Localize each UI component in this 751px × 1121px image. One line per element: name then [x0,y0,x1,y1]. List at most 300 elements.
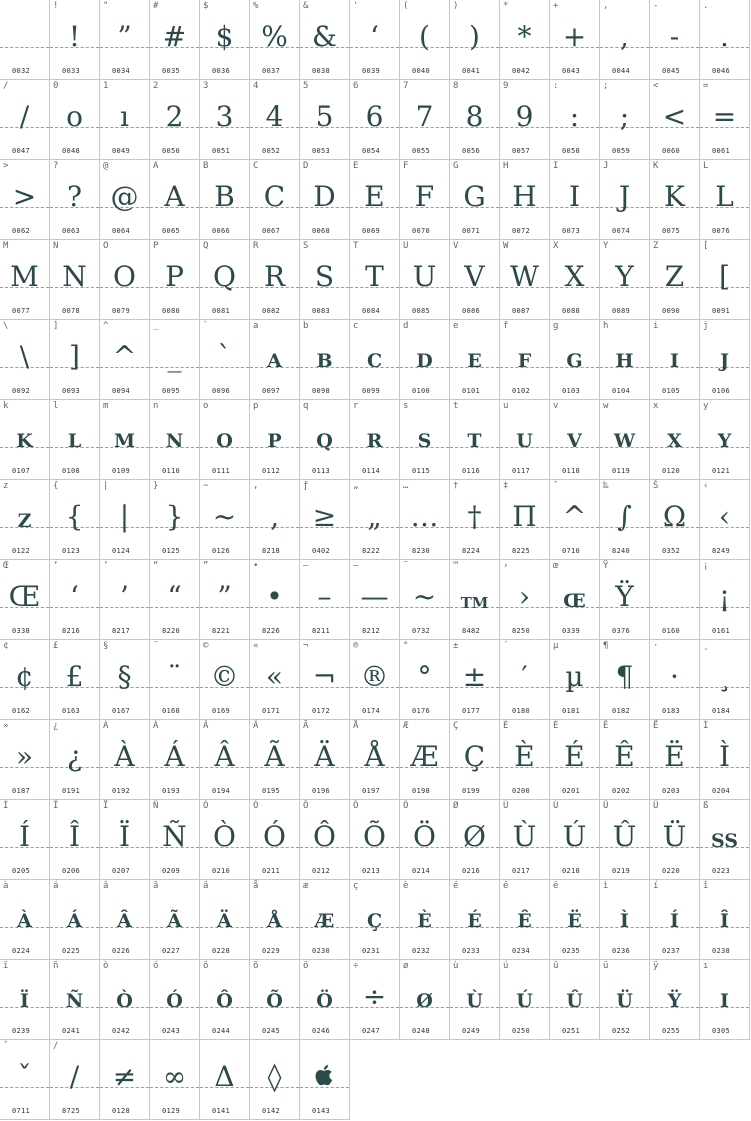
glyph-sample: 2 [165,100,184,133]
glyph-sample: ® [360,660,389,693]
char-code: 0241 [62,1027,81,1035]
char-code: 0207 [112,867,131,875]
glyph-cell [650,560,700,640]
char-code: 0143 [312,1107,331,1115]
glyph-cell [50,560,100,640]
char-code: 0089 [612,307,631,315]
key-character: Õ [353,801,359,811]
char-code: 0169 [212,707,231,715]
key-character [153,1041,158,1052]
char-code: 0081 [212,307,231,315]
char-code: 0043 [562,67,581,75]
key-character: Ò [203,801,209,811]
char-code: 8226 [262,627,281,635]
char-code: 0230 [312,947,331,955]
key-character: — [353,561,359,571]
glyph-sample: Õ [266,990,283,1012]
char-code: 0187 [12,787,31,795]
char-code: 0195 [262,787,281,795]
glyph-sample: U [412,260,437,293]
char-code: 0210 [212,867,231,875]
glyph-cell [250,720,300,800]
key-character: d [403,321,409,331]
char-code: 8225 [512,547,531,555]
glyph-sample: Z [17,510,32,532]
key-character: [ [703,241,709,251]
glyph-cell [600,160,650,240]
key-character: 3 [203,81,209,91]
glyph-cell [0,800,50,880]
key-character: O [103,241,109,251]
key-character: Á [153,721,159,731]
char-code: 8221 [212,627,231,635]
glyph-sample: N [62,260,87,293]
glyph-cell [400,0,450,80]
key-character: Â [203,721,209,731]
key-character: ñ [53,961,59,971]
char-code: 0211 [262,867,281,875]
glyph-cell [100,640,150,720]
glyph-sample: * [517,20,532,53]
char-code: 8224 [462,547,481,555]
glyph-cell [200,160,250,240]
glyph-sample: ) [469,20,480,53]
char-code: 8211 [312,627,331,635]
key-character: q [303,401,309,411]
char-code: 0233 [462,947,481,955]
char-code: 0732 [412,627,431,635]
key-character: M [3,241,9,251]
char-code: 8725 [62,1107,81,1115]
glyph-cell [100,1040,150,1120]
glyph-cell [0,80,50,160]
key-character: ; [603,81,609,91]
glyph-sample: ; [619,100,630,133]
key-character: Q [203,241,209,251]
glyph-cell [0,240,50,320]
key-character: ® [353,641,359,651]
glyph-cell [700,800,750,880]
key-character: ° [403,641,409,651]
key-character: 0 [53,81,59,91]
char-code: 8218 [262,547,281,555]
glyph-sample: Ø [463,820,486,853]
glyph-sample: À [17,910,32,932]
key-character: Û [603,801,609,811]
key-character: ö [303,961,309,971]
glyph-cell [450,640,500,720]
char-code: 0113 [312,467,331,475]
key-character: 6 [353,81,359,91]
key-character: ì [603,881,609,891]
key-character: ø [403,961,409,971]
glyph-cell [150,400,200,480]
glyph-cell [200,1040,250,1120]
key-character: È [503,721,509,731]
char-code: 0219 [612,867,631,875]
char-code: 0064 [112,227,131,235]
glyph-sample: ∫ [617,500,632,533]
glyph-sample: Ì [718,740,731,773]
glyph-sample: “ [167,580,182,613]
glyph-cell [500,800,550,880]
glyph-sample: ∕ [69,1060,80,1093]
char-code: 0201 [562,787,581,795]
glyph-sample: V [464,260,485,293]
glyph-cell [500,0,550,80]
key-character: ‡ [503,481,509,491]
glyph-sample: : [569,100,580,133]
glyph-cell [700,880,750,960]
key-character [103,1041,108,1052]
glyph-cell [650,480,700,560]
char-code: 0121 [712,467,731,475]
key-character: / [3,81,9,91]
glyph-cell [300,640,350,720]
key-character: z [3,481,9,491]
glyph-sample: ? [66,180,82,213]
glyph-cell [50,240,100,320]
char-code: 0191 [62,787,81,795]
char-code: 0218 [562,867,581,875]
glyph-sample: ¡ [718,580,731,613]
key-character: ˇ [3,1041,9,1051]
glyph-cell [150,480,200,560]
char-code: 0048 [62,147,81,155]
key-character: _ [153,321,159,331]
char-code: 8212 [362,627,381,635]
char-code: 0092 [12,387,31,395]
char-code: 0102 [512,387,531,395]
glyph-cell [450,720,500,800]
char-code: 0120 [662,467,681,475]
glyph-cell [200,240,250,320]
glyph-cell [250,0,300,80]
glyph-cell [600,560,650,640]
char-code: 0119 [612,467,631,475]
glyph-sample: È [417,910,432,932]
glyph-sample: Ñ [65,990,84,1012]
key-character: Ï [103,801,109,811]
glyph-cell [650,640,700,720]
glyph-cell [0,1040,50,1120]
key-character: Î [53,801,59,811]
key-character: w [603,401,609,411]
key-character: û [553,961,559,971]
glyph-sample: I [670,350,679,372]
glyph-sample: | [119,500,130,533]
key-character: ~ [203,481,209,491]
glyph-cell [350,80,400,160]
key-character: ü [603,961,609,971]
glyph-cell [450,240,500,320]
glyph-sample: ± [462,660,487,693]
glyph-cell [100,480,150,560]
char-code: 0213 [362,867,381,875]
glyph-sample: Q [316,430,333,452]
key-character: ó [153,961,159,971]
key-character: F [403,161,409,171]
key-character: · [653,641,659,651]
glyph-cell [650,960,700,1040]
glyph-sample: I [720,990,729,1012]
glyph-cell [50,720,100,800]
char-code: 0098 [312,387,331,395]
char-code: 0125 [162,547,181,555]
char-code: 0074 [612,227,631,235]
char-code: 0402 [312,547,331,555]
glyph-cell [600,960,650,1040]
glyph-sample: Ú [562,820,587,853]
key-character: } [153,481,159,491]
char-code: 0162 [12,707,31,715]
char-code: 0180 [512,707,531,715]
char-code: 0105 [662,387,681,395]
char-code: 0091 [712,307,731,315]
glyph-sample: Ã [167,910,182,932]
glyph-cell [600,640,650,720]
glyph-sample: K [664,180,685,213]
glyph-cell [700,480,750,560]
char-code: 0228 [212,947,231,955]
glyph-sample: Z [664,260,685,293]
glyph-cell [0,880,50,960]
key-character: 7 [403,81,409,91]
glyph-cell [250,880,300,960]
key-character: V [453,241,459,251]
key-character: R [253,241,259,251]
glyph-sample: S [417,430,432,452]
key-character: < [653,81,659,91]
glyph-sample: © [210,660,239,693]
glyph-cell [200,880,250,960]
glyph-cell [50,480,100,560]
glyph-sample: Q [213,260,236,293]
glyph-sample: • [266,580,283,613]
key-character: ¶ [603,641,609,651]
glyph-cell [300,0,350,80]
char-code: 0063 [62,227,81,235]
glyph-cell [150,320,200,400]
glyph-sample: F [414,180,435,213]
char-code: 0103 [562,387,581,395]
char-code: 0088 [562,307,581,315]
glyph-sample: Û [612,820,637,853]
char-code: 0083 [312,307,331,315]
key-character: Ö [403,801,409,811]
glyph-sample: Ë [567,910,582,932]
char-code: 0174 [362,707,381,715]
key-character: ¨ [153,641,159,651]
glyph-sample: H [615,350,634,372]
glyph-cell [150,240,200,320]
char-code: 0050 [162,147,181,155]
char-code: 0227 [162,947,181,955]
glyph-cell [700,960,750,1040]
glyph-cell [400,880,450,960]
glyph-cell [100,880,150,960]
glyph-cell [500,560,550,640]
glyph-cell [700,400,750,480]
key-character: † [453,481,459,491]
glyph-sample: Y [717,430,732,452]
key-character: ¡ [703,561,709,571]
key-character: a [253,321,259,331]
glyph-cell [650,80,700,160]
char-code: 0183 [662,707,681,715]
key-character: P [153,241,159,251]
glyph-cell [550,800,600,880]
char-code: 0035 [162,67,181,75]
glyph-cell [450,480,500,560]
glyph-cell [400,720,450,800]
char-code: 0115 [412,467,431,475]
glyph-cell [150,0,200,80]
glyph-cell [300,320,350,400]
char-code: 0100 [412,387,431,395]
char-code: 8217 [112,627,131,635]
glyph-sample: O [216,430,233,452]
glyph-cell [0,480,50,560]
key-character: r [353,401,359,411]
glyph-sample: Ÿ [615,580,634,613]
glyph-sample: Ø [416,990,433,1012]
glyph-sample: - [669,20,680,53]
key-character: ¢ [3,641,9,651]
key-character: # [153,1,159,11]
key-character: • [253,561,259,571]
char-code: 0055 [412,147,431,155]
glyph-sample: ” [117,20,132,53]
glyph-cell [550,320,600,400]
char-code: 0101 [462,387,481,395]
key-character: ± [453,641,459,651]
key-character: ˆ [553,481,559,491]
glyph-sample: È [514,740,535,773]
char-code: 0255 [662,1027,681,1035]
glyph-sample: K [16,430,33,452]
glyph-cell [550,560,600,640]
glyph-sample: Å [364,740,385,773]
glyph-sample: ^ [562,500,587,533]
glyph-sample: Î [720,910,729,932]
char-code: 0106 [712,387,731,395]
glyph-sample: \ [19,340,30,373]
glyph-cell [300,880,350,960]
glyph-cell [100,320,150,400]
key-character: + [553,1,559,11]
glyph-cell [600,240,650,320]
char-code: 0114 [362,467,381,475]
glyph-cell [200,0,250,80]
char-code: 0052 [262,147,281,155]
char-code: 0172 [312,707,331,715]
glyph-sample: ¬ [312,660,337,693]
glyph-sample: Ë [664,740,685,773]
char-code: 0044 [612,67,631,75]
glyph-sample: 6 [365,100,384,133]
glyph-cell [400,400,450,480]
key-character: Ê [603,721,609,731]
glyph-sample: Ó [263,820,286,853]
glyph-sample: Ç [463,740,486,773]
char-code: 0086 [462,307,481,315]
glyph-cell [500,160,550,240]
glyph-cell [100,400,150,480]
char-code: 8220 [162,627,181,635]
glyph-sample: _ [167,340,182,373]
glyph-sample: ≠ [112,1060,137,1093]
char-code: 0212 [312,867,331,875]
glyph-sample: ! [68,20,81,53]
key-character: Ç [453,721,459,731]
key-character: Z [653,241,659,251]
char-code: 0711 [12,1107,31,1115]
glyph-cell [700,560,750,640]
char-code: 0082 [262,307,281,315]
char-code: 0116 [462,467,481,475]
glyph-sample: Ê [517,910,532,932]
glyph-cell [650,320,700,400]
glyph-cell [700,320,750,400]
glyph-cell [0,960,50,1040]
char-code: 8250 [512,627,531,635]
key-character: ’ [103,561,109,571]
glyph-sample: [ [719,260,730,293]
glyph-cell [650,720,700,800]
char-code: 0244 [212,1027,231,1035]
glyph-cell [0,400,50,480]
glyph-sample: P [267,430,282,452]
key-character: » [3,721,9,731]
glyph-cell [50,960,100,1040]
char-code: 0110 [162,467,181,475]
char-code: 0054 [362,147,381,155]
glyph-cell [450,800,500,880]
char-code: 0099 [362,387,381,395]
glyph-sample: Ü [616,990,633,1012]
char-code: 0199 [462,787,481,795]
glyph-sample: Ñ [162,820,187,853]
char-code: 0196 [312,787,331,795]
glyph-sample: Œ [8,580,41,613]
key-character: ú [503,961,509,971]
glyph-cell [150,800,200,880]
char-code: 0046 [712,67,731,75]
glyph-sample: » [15,740,34,773]
glyph-sample: A [267,350,282,372]
char-code: 0060 [662,147,681,155]
glyph-sample: ” [217,580,232,613]
char-code: 0109 [112,467,131,475]
glyph-cell [350,640,400,720]
glyph-cell [650,240,700,320]
glyph-sample: G [566,350,583,372]
glyph-cell [0,720,50,800]
glyph-cell [350,400,400,480]
glyph-cell [250,320,300,400]
key-character [253,1041,258,1052]
glyph-cell [700,640,750,720]
key-character: s [403,401,409,411]
key-character: ” [203,561,209,571]
glyph-cell [400,960,450,1040]
glyph-cell [250,160,300,240]
glyph-cell [400,560,450,640]
char-code: 0095 [162,387,181,395]
key-character: T [353,241,359,251]
char-code: 0059 [612,147,631,155]
